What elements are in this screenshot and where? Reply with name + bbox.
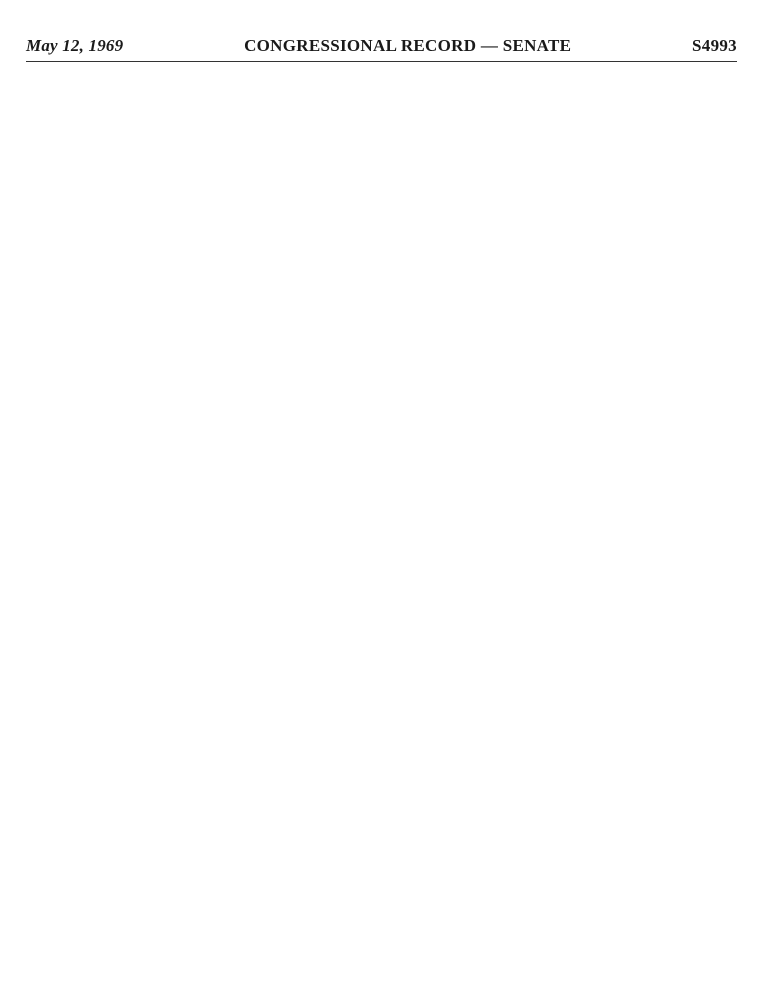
header-title: CONGRESSIONAL RECORD — SENATE: [244, 36, 572, 55]
column-1: [26, 72, 254, 990]
header-page-number: S4993: [692, 36, 737, 55]
header-date: May 12, 1969: [26, 36, 124, 55]
page-header: [26, 36, 737, 62]
body-columns: [26, 72, 737, 990]
column-3: [509, 72, 737, 990]
column-2: [268, 72, 496, 990]
